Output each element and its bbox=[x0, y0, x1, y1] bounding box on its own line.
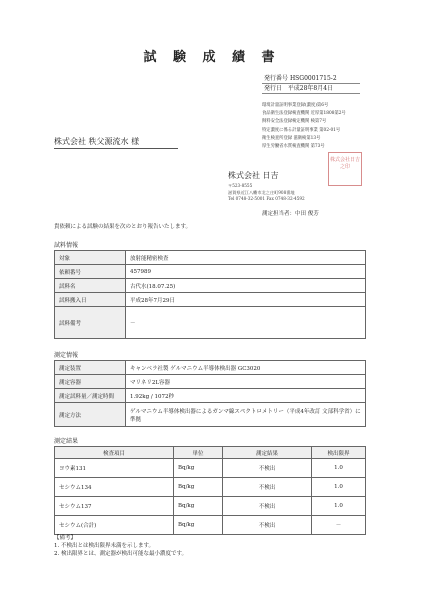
row-value: － bbox=[126, 307, 366, 339]
registration-item: 厚生労働省水質検査機関 第73号 bbox=[262, 144, 325, 150]
intro-text: 貴依頼による試験の結果を次のとおり報告いたします。 bbox=[54, 224, 192, 230]
table-row bbox=[55, 251, 366, 265]
cell-item: セシウム134 bbox=[55, 478, 174, 497]
table-header-row bbox=[55, 447, 366, 459]
cell-unit: Bq/kg bbox=[174, 497, 223, 516]
header-unit: 単位 bbox=[174, 447, 223, 459]
measure-table bbox=[54, 360, 366, 427]
note-item: 2. 検出限界とは、測定器が検出可能な最小濃度です。 bbox=[54, 551, 188, 557]
registration-item: 飼料安全法登録検定機関 検第7号 bbox=[262, 119, 327, 125]
table-row bbox=[55, 403, 366, 427]
cell-limit: 1.0 bbox=[312, 459, 366, 478]
row-value: 放射能精密検査 bbox=[126, 251, 366, 265]
row-label: 試料名 bbox=[55, 279, 126, 293]
table-row bbox=[55, 478, 366, 497]
company-street: 滋賀県近江八幡市北之庄町908番地 bbox=[228, 189, 295, 195]
header-result: 測定結果 bbox=[223, 447, 312, 459]
registration-item: 衛生検査所登録 滋衛検第13号 bbox=[262, 135, 321, 141]
company-tel: Tel 0748-32-5001 Fax 0748-32-4592 bbox=[228, 196, 305, 201]
issue-number-row bbox=[262, 74, 360, 84]
cell-item: ヨウ素131 bbox=[55, 459, 174, 478]
issue-date-row bbox=[262, 84, 360, 94]
row-value: ゲルマニウム半導体検出器によるガンマ線スペクトロメトリー（平成4年改訂 文部科学省）に準拠 bbox=[126, 403, 366, 427]
row-label: 対象 bbox=[55, 251, 126, 265]
table-row bbox=[55, 497, 366, 516]
cell-item: セシウム137 bbox=[55, 497, 174, 516]
row-label: 測定装置 bbox=[55, 361, 126, 375]
row-label: 試料備考 bbox=[55, 307, 126, 339]
cell-item: セシウム(合計) bbox=[55, 516, 174, 535]
table-row bbox=[55, 389, 366, 403]
cell-result: 不検出 bbox=[223, 478, 312, 497]
cell-unit: Bq/kg bbox=[174, 478, 223, 497]
issue-number-label: 発行番号 bbox=[264, 75, 289, 82]
header-item: 検査項目 bbox=[55, 447, 174, 459]
results-table bbox=[54, 446, 366, 535]
issue-date: 平成28年8月4日 bbox=[287, 85, 334, 92]
row-value: 457989 bbox=[126, 265, 366, 279]
company-address bbox=[228, 183, 305, 203]
registration-item: 環境計量証明事業登録(濃度)第6号 bbox=[262, 103, 329, 108]
sample-table bbox=[54, 250, 366, 339]
row-value: 1.92kg / 1072秒 bbox=[126, 389, 366, 403]
cell-result: 不検出 bbox=[223, 459, 312, 478]
cell-limit: 1.0 bbox=[312, 497, 366, 516]
row-label: 依頼番号 bbox=[55, 265, 126, 279]
issue-info bbox=[262, 74, 360, 94]
header-limit: 検出限界 bbox=[312, 447, 366, 459]
cell-result: 不検出 bbox=[223, 497, 312, 516]
row-value: キャンベラ社製 ゲルマニウム半導体検出器 GC3020 bbox=[126, 361, 366, 375]
registration-item: 特定濃度に係る計量証明事業 第02-01号 bbox=[262, 127, 341, 133]
client-name: 株式会社 秩父源流水 様 bbox=[54, 136, 178, 149]
table-row bbox=[55, 307, 366, 339]
company-postal: 〒523-8555 bbox=[228, 183, 253, 188]
row-label: 測定容器 bbox=[55, 375, 126, 389]
table-row bbox=[55, 516, 366, 535]
registration-list bbox=[262, 102, 346, 151]
cell-limit: － bbox=[312, 516, 366, 535]
registration-item: 食品衛生法登録検査機関 近厚第1808第2号 bbox=[262, 111, 346, 117]
row-label: 測定試料量／測定時間 bbox=[55, 389, 126, 403]
row-value: 古代水(18.07.25) bbox=[126, 279, 366, 293]
issue-number: HSG0001715-2 bbox=[289, 75, 337, 82]
company-seal: 株式会社日吉之印 bbox=[328, 152, 362, 186]
notes-heading: 【備考】 bbox=[54, 535, 77, 541]
company-name: 株式会社 日吉 bbox=[228, 171, 279, 180]
cell-result: 不検出 bbox=[223, 516, 312, 535]
table-row bbox=[55, 459, 366, 478]
row-label: 測定方法 bbox=[55, 403, 126, 427]
cell-unit: Bq/kg bbox=[174, 516, 223, 535]
measurement-staff: 測定担当者：中田 俊芳 bbox=[262, 211, 319, 217]
issue-date-label: 発行日 bbox=[264, 85, 283, 92]
table-row bbox=[55, 361, 366, 375]
cell-limit: 1.0 bbox=[312, 478, 366, 497]
note-item: 1. 不検出とは検出限界未満を示します。 bbox=[54, 543, 155, 549]
row-value: マリネリ2L容器 bbox=[126, 375, 366, 389]
row-value: 平成28年7月29日 bbox=[126, 293, 366, 307]
results-section-heading: 測定結果 bbox=[54, 438, 79, 445]
table-row bbox=[55, 293, 366, 307]
sample-section-heading: 試料情報 bbox=[54, 242, 79, 249]
cell-unit: Bq/kg bbox=[174, 459, 223, 478]
notes bbox=[54, 534, 187, 558]
table-row bbox=[55, 279, 366, 293]
table-row bbox=[55, 265, 366, 279]
document-title: 試 験 成 績 書 bbox=[143, 50, 281, 65]
row-label: 試料搬入日 bbox=[55, 293, 126, 307]
table-row bbox=[55, 375, 366, 389]
measure-section-heading: 測定情報 bbox=[54, 352, 79, 359]
